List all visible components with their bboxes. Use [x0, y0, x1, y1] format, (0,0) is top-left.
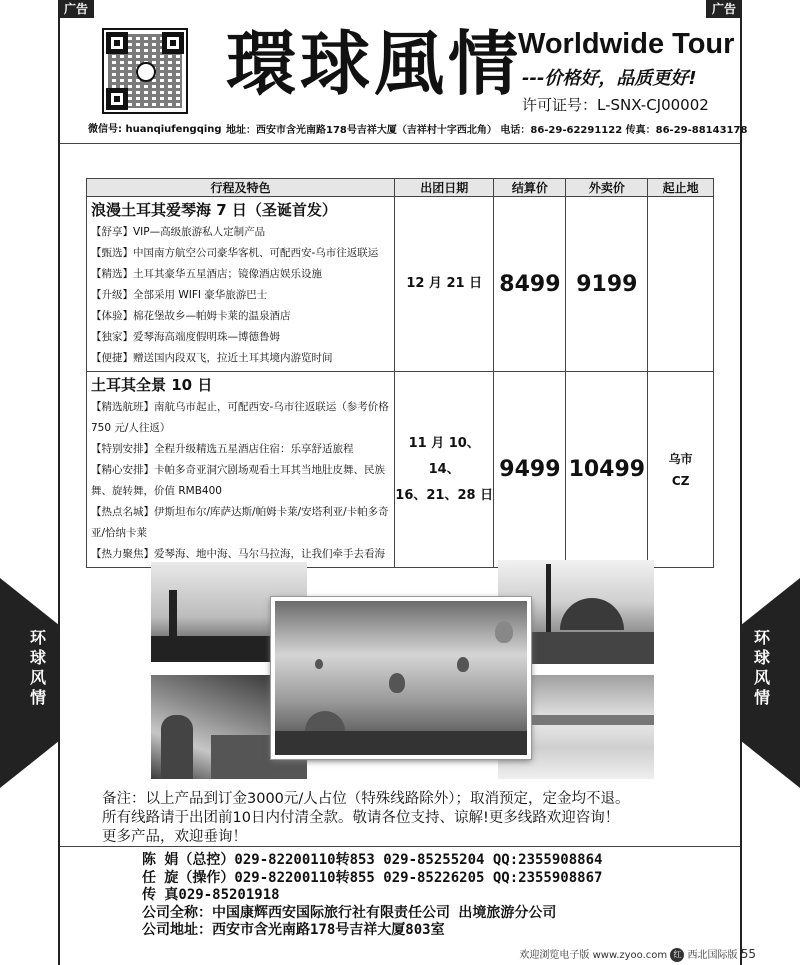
red-badge-icon: 红	[670, 948, 684, 962]
contact-line: 任 旋（操作）029-82200110转855 029-85226205 QQ:2355908867	[142, 869, 603, 886]
right-border	[740, 0, 742, 965]
page-number: 55	[740, 947, 756, 961]
departure-city: 乌市 CZ	[648, 372, 714, 568]
ad-tag-right: 广告	[706, 0, 742, 18]
license-number: 许可证号：L-SNX-CJ00002	[522, 96, 709, 114]
booking-notes	[102, 790, 630, 847]
brand-logo: 環球風情	[226, 22, 522, 105]
feature-item: 【舒享】VIP—高级旅游私人定制产品	[91, 226, 266, 238]
footer-text: 欢迎浏览电子版 www.zyoo.com	[519, 950, 668, 961]
side-label-left: 环 球 风 情	[29, 628, 46, 707]
feature-item: 【热点名城】伊斯坦布尔/库萨达斯/帕姆卡莱/安塔利亚/卡帕多奇亚/恰纳卡莱	[91, 506, 389, 539]
col-header-itinerary: 行程及特色	[87, 179, 395, 197]
page-footer	[519, 946, 756, 962]
col-header-date: 出团日期	[394, 179, 493, 197]
note-line: 所有线路请于出团前10日内付清全款。敬请各位支持、谅解!更多线路欢迎咨询！	[102, 810, 620, 826]
english-title: Worldwide Tour	[518, 28, 735, 60]
contact-block	[142, 852, 602, 940]
feature-item: 【独家】爱琴海高端度假明珠—博德鲁姆	[91, 331, 280, 343]
tour-title: 浪漫土耳其爱琴海 7 日（圣诞首发）	[91, 201, 337, 219]
feature-item: 【精心安排】卡帕多奇亚洞穴剧场观看土耳其当地肚皮舞、民族舞、旋转舞，价值 RMB400	[91, 464, 385, 497]
feature-item: 【精选航班】南航乌市起止，可配西安-乌市往返联运（参考价格 750 元/人往返）	[91, 401, 389, 434]
net-price: 9499	[494, 372, 566, 568]
tour-title: 土耳其全景 10 日	[91, 376, 213, 394]
qr-code-icon	[102, 28, 188, 114]
left-border	[58, 0, 60, 965]
header	[60, 18, 748, 144]
net-price: 8499	[494, 197, 566, 372]
photo-hot-air-balloons	[271, 597, 531, 759]
retail-price: 9199	[566, 197, 648, 372]
table-row	[87, 197, 714, 372]
table-row	[87, 372, 714, 568]
wechat-id: 微信号: huanqiufengqing	[88, 124, 222, 135]
feature-item: 【热力聚焦】爱琴海、地中海、马尔马拉海，让我们牵手去看海	[91, 548, 385, 560]
feature-item: 【精选】土耳其豪华五星酒店；镜像酒店娱乐设施	[91, 268, 322, 280]
col-header-departure: 起止地	[648, 179, 714, 197]
col-header-net-price: 结算价	[494, 179, 566, 197]
tour-date: 11 月 10、14、 16、21、28 日	[394, 372, 493, 568]
slogan: ---价格好，品质更好!	[522, 68, 697, 89]
col-header-retail-price: 外卖价	[566, 179, 648, 197]
retail-price: 10499	[566, 372, 648, 568]
tour-date: 12 月 21 日	[394, 197, 493, 372]
feature-item: 【升级】全部采用 WIFI 豪华旅游巴士	[91, 289, 268, 301]
tour-description	[87, 197, 395, 372]
feature-item: 【甄选】中国南方航空公司豪华客机、可配西安-乌市往返联运	[91, 247, 379, 259]
table-header-row	[87, 179, 714, 197]
contact-line: 传 真029-85201918	[142, 887, 280, 903]
departure-city	[648, 197, 714, 372]
note-line: 更多产品，欢迎垂询！	[102, 829, 247, 845]
feature-item: 【特别安排】全程升级精选五星酒店住宿：乐享舒适旅程	[91, 443, 354, 455]
company-name: 公司全称：中国康辉西安国际旅行社有限责任公司 出境旅游分公司	[142, 904, 557, 921]
note-line: 备注：以上产品到订金3000元/人占位（特殊线路除外）；取消预定，定金均不退。	[102, 791, 630, 807]
side-label-right: 环 球 风 情	[753, 628, 770, 707]
tour-description	[87, 372, 395, 568]
feature-item: 【体验】棉花堡故乡—帕姆卡莱的温泉酒店	[91, 310, 291, 322]
tour-table	[86, 178, 714, 568]
footer-section: 西北国际版	[687, 950, 738, 961]
contact-line: 陈 娟（总控）029-82200110转853 029-85255204 QQ:2355908864	[142, 852, 603, 868]
company-address: 公司地址：西安市含光南路178号吉祥大厦803室	[142, 922, 445, 938]
address-phone-line: 地址：西安市含光南路178号吉祥大厦（吉祥村十字西北角） 电话：86-29-62291122 传真：86-29-88143178	[226, 125, 748, 136]
ad-tag-left: 广告	[58, 0, 94, 18]
feature-item: 【便捷】赠送国内段双飞，拉近土耳其境内游览时间	[91, 352, 333, 364]
divider	[60, 846, 740, 847]
